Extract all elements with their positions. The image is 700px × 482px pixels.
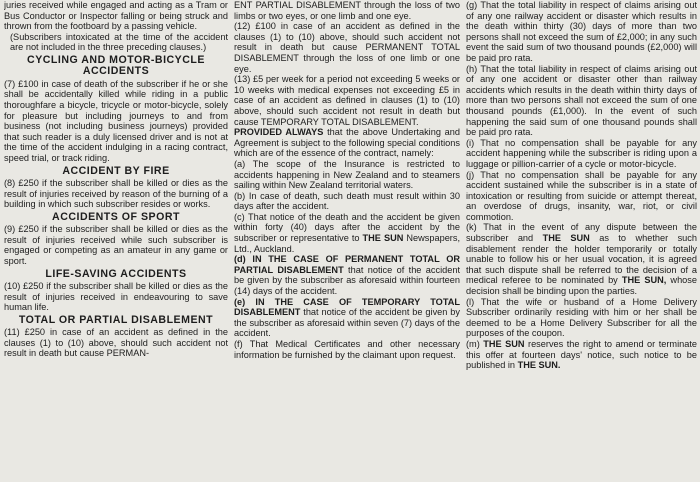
condition-d-lead: (d) IN THE CASE OF PERMANENT TOTAL OR PARTIAL DISABLEMENT <box>234 254 460 275</box>
clause-9: (9) £250 if the subscriber shall be killed or dies as the result of injuries received while such subscriber is engaged or competing as an amateur in any game or sport. <box>4 224 228 266</box>
condition-e-lead: (e) IN THE CASE OF TEMPORARY TOTAL DISABLEMENT <box>234 296 460 318</box>
condition-e-text: that notice of the accident be given by the subscriber as aforesaid within seven (7) days of the accident. <box>234 307 460 339</box>
condition-f: (f) That Medical Certificates and other necessary information be furnished by the claimant upon request. <box>234 339 460 360</box>
condition-b: (b) In case of death, such death must result within 30 days after the accident. <box>234 190 460 212</box>
heading-disablement: TOTAL OR PARTIAL DISABLEMENT <box>18 313 214 326</box>
condition-c-brand: THE SUN <box>362 233 404 244</box>
heading-sport: ACCIDENTS OF SPORT <box>52 210 180 223</box>
column-middle <box>234 0 460 482</box>
clause-10: (10) £250 if the subscriber shall be killed or dies as the result of injuries received in endeavouring to save human life. <box>4 280 228 313</box>
provided-always <box>234 127 460 159</box>
condition-m-start: (m) <box>466 339 484 349</box>
condition-h: (h) That the total liability in respect of claims arising out of any one accident or disaster other than railway accidents which results in the death within thirty days of more than two persons shall not exceed the sum of one thousand pounds (£1,000). In the event of such happening the said sum of one thousand pounds shall be paid pro rata. <box>466 63 697 138</box>
clause-8: (8) £250 if the subscriber shall be killed or dies as the result of injuries received by reason of the burning of a building in which such subscriber resides or works. <box>4 177 228 210</box>
condition-g: (g) That the total liability in respect of claims arising out of any one railway accident or disaster which results in the death within thirty (30) days of more than two persons shall not exceed the sum of £2,000; in any such event the said sum of two thousand pounds (£2,000) will be paid pro rata. <box>466 0 697 63</box>
column-left <box>4 0 228 482</box>
condition-m-mid: reserves the right to amend or terminate this offer at fourteen days' notice, such notice to be published in <box>466 339 697 371</box>
condition-m-brand-2: THE SUN. <box>517 360 561 371</box>
condition-i: (i) That no compensation shall be payable for any accident happening while the subscriber is riding upon a luggage or pillion-carrier of a cycle or motor-bicycle. <box>466 137 697 169</box>
condition-d <box>234 254 460 296</box>
condition-c-start: (c) That notice of the death and the accident be given within forty (40) days after the accident by the subscriber or representative to <box>234 211 460 244</box>
condition-m <box>466 339 697 371</box>
clause-12: (12) £100 in case of an accident as defined in the clauses (1) to (10) above, should such accident not result in death but cause PERMANENT TOTAL DISABLEMENT through the loss of one limb or one eye. <box>234 21 460 74</box>
condition-a: (a) The scope of the Insurance is restricted to accidents happening in New Zealand and to steamers sailing within New Zealand territorial waters. <box>234 158 460 191</box>
paragraph-top: ENT PARTIAL DISABLEMENT through the loss of two limbs or two eyes, or one limb and one eye. <box>234 0 460 21</box>
provided-always-text: that the above Undertaking and Agreement is subject to the following special conditions which are of the essence of the contract, namely: <box>234 127 460 159</box>
condition-e <box>234 297 460 339</box>
condition-d-text: that notice of the accident be given by the subscriber as aforesaid within fourteen (14) days of the accident. <box>234 264 460 297</box>
condition-c-end: Newspapers, Ltd., Auckland. <box>234 233 460 254</box>
clause-13: (13) £5 per week for a period not exceeding 5 weeks or 10 weeks with medical expenses not exceeding £5 in case of an accident as defined in clauses (1) to (10) above, should such accident not result in death but cause TEMPORARY TOTAL DISABLEMENT. <box>234 74 460 127</box>
condition-l: (l) That the wife or husband of a Home Delivery Subscriber ordinarily residing with him or her shall be deemed to be a Home Delivery Subscriber for all the purposes of the coupon. <box>466 296 697 339</box>
paragraph-intoxication-note: (Subscribers intoxicated at the time of the accident are not included in the three preceding clauses.) <box>10 31 228 53</box>
paragraph-top: juries received while engaged and acting as a Tram or Bus Conductor or Inspector falling or being struck and thrown from the footboard by a passing vehicle. <box>4 0 228 32</box>
provided-always-lead: PROVIDED ALWAYS <box>234 127 324 138</box>
column-right <box>466 0 697 482</box>
condition-k-mid: as to whether such disablement render the holder temporarily or totally unable to follow his or her usual vocation, it is agreed that such dispute shall be referred to the decision of a medical referee to be nominated by <box>466 233 697 286</box>
condition-c <box>234 212 460 254</box>
heading-life-saving: LIFE-SAVING ACCIDENTS <box>45 267 187 280</box>
condition-k-brand-2: THE SUN, <box>621 275 667 286</box>
condition-j: (j) That no compensation shall be payable for any accident sustained while the subscriber is in a state of intoxication or resulting from suicide or attempt thereat, an overdose of drugs, insanity, war, riot, or civil commotion. <box>466 169 697 222</box>
condition-k-brand: THE SUN <box>542 233 590 244</box>
condition-k-start: (k) That in the event of any dispute between the subscriber and <box>466 222 697 244</box>
condition-k <box>466 222 697 296</box>
condition-m-brand: THE SUN <box>483 339 525 349</box>
condition-k-end: whose decision shall be binding upon the parties. <box>466 275 697 297</box>
heading-fire: ACCIDENT BY FIRE <box>62 164 170 177</box>
clause-11: (11) £250 in case of an accident as defined in the clauses (1) to (10) above, should such accident not result in death but cause PERMAN- <box>4 327 228 359</box>
heading-cycling: CYCLING AND MOTOR-BICYCLE ACCIDENTS <box>27 53 205 78</box>
clause-7: (7) £100 in case of death of the subscriber if he or she shall be accidentally killed while riding in a public thoroughfare a bicycle, tricycle or motor-bicycle, solely for pleasure but including journeys to and from business (not including business journeys) provided that such reader is a duly licensed driver and is not at the time of the accident indulging in a racing contract, speed trial, or track riding. <box>4 78 228 163</box>
